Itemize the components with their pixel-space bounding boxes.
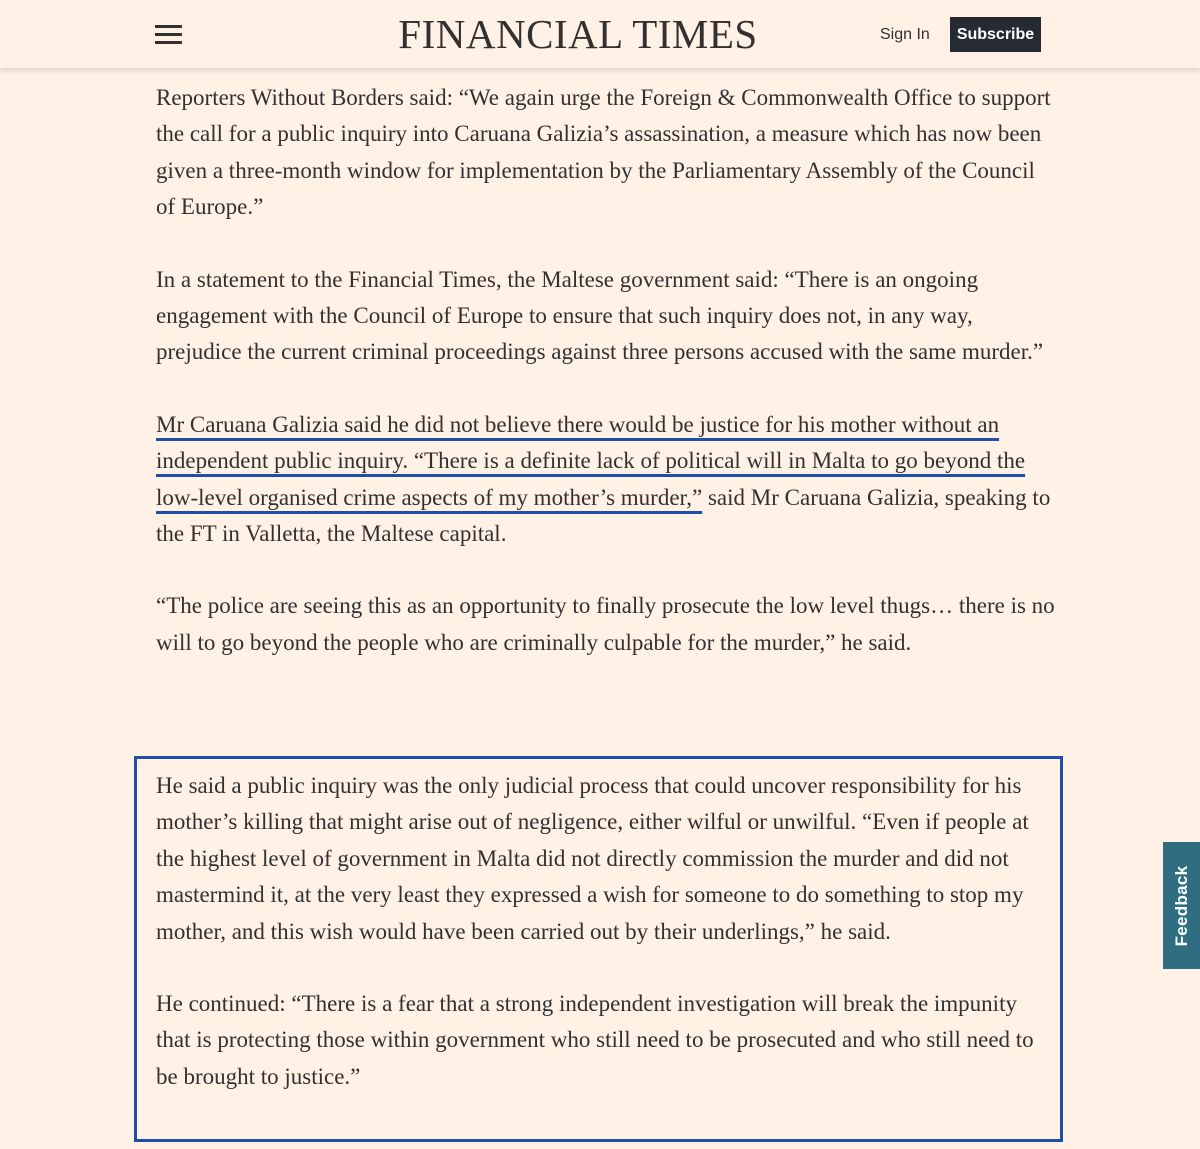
- article-body: [156, 80, 1056, 697]
- subscribe-button[interactable]: Subscribe: [950, 17, 1041, 52]
- underlined-quote: Mr Caruana Galizia said he did not believe there would be justice for his mother without an independent public inquiry. “There is a definite lack of political will in Malta to go beyond the low-level organised crime aspects of my mother’s murder,”: [156, 411, 1026, 510]
- site-header: [0, 0, 1200, 69]
- feedback-label: Feedback: [1171, 865, 1191, 946]
- hamburger-menu-icon[interactable]: [155, 23, 183, 47]
- article-paragraph: He said a public inquiry was the only judicial process that could uncover responsibility for his mother’s killing that might arise out of negligence, either wilful or unwilful. “Even if people at the highest level of government in Malta did not directly commission the murder and did not mastermind it, at the very least they expressed a wish for someone to do something to stop my mother, and this wish would have been carried out by their underlings,” he said.: [156, 773, 1029, 944]
- article-paragraph: “The police are seeing this as an opportunity to finally prosecute the low level thugs… there is no will to go beyond the people who are criminally culpable for the murder,” he said.: [156, 593, 1055, 655]
- boxed-paragraphs: [156, 768, 1046, 1131]
- article-paragraph: Reporters Without Borders said: “We again urge the Foreign & Commonwealth Office to support the call for a public inquiry into Caruana Galizia’s assassination, a measure which has now been given a three-month window for implementation by the Parliamentary Assembly of the Council of Europe.”: [156, 85, 1051, 220]
- feedback-tab[interactable]: [1163, 842, 1200, 969]
- article-paragraph: In a statement to the Financial Times, the Maltese government said: “There is an ongoing engagement with the Council of Europe to ensure that such inquiry does not, in any way, prejudice the current criminal proceedings against three persons accused with the same murder.”: [156, 266, 1044, 365]
- paragraph-continuation: said Mr Caruana Galizia, speaking to the FT in Valletta, the Maltese capital.: [156, 484, 1051, 547]
- ft-logo[interactable]: FINANCIAL TIMES: [398, 11, 758, 57]
- article-paragraph-highlighted: [156, 407, 1056, 553]
- sign-in-link[interactable]: Sign In: [880, 26, 930, 43]
- article-paragraph: He continued: “There is a fear that a strong independent investigation will break the impunity that is protecting those within government who still need to be prosecuted and who still need to be brought to justice.”: [156, 991, 1034, 1089]
